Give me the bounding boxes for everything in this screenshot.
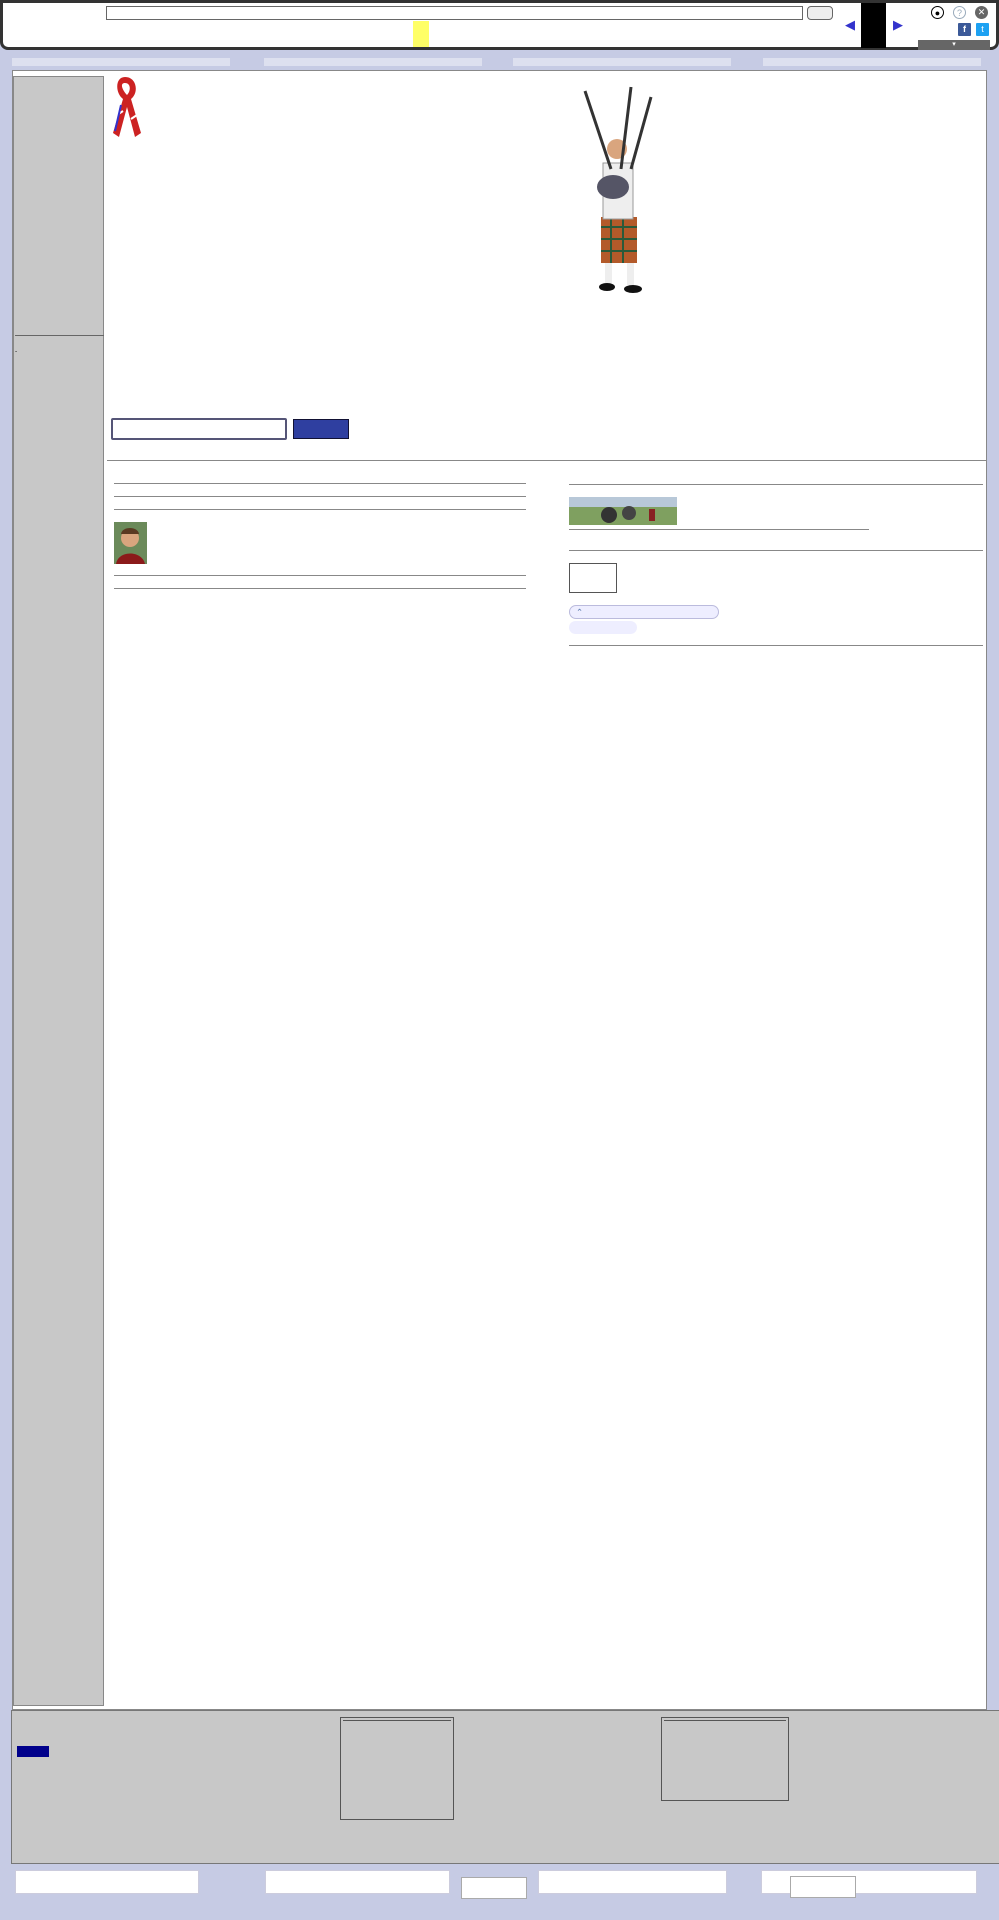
search-button[interactable]: [293, 419, 349, 439]
frame-strip: [265, 1870, 450, 1894]
wsow-section: [569, 563, 983, 593]
divider: [114, 509, 526, 510]
prev-arrow-icon[interactable]: ◀: [845, 17, 855, 32]
sidebar-menu: [14, 77, 103, 79]
frame-strip: [513, 58, 731, 66]
w3c-html-badge[interactable]: [790, 1876, 856, 1898]
frame-strip: [538, 1870, 727, 1894]
divider: [569, 529, 869, 530]
go-button[interactable]: [807, 6, 833, 20]
divider: [114, 575, 526, 576]
hit-counter[interactable]: [17, 1740, 49, 1758]
table-header: [664, 1720, 786, 1721]
season-select[interactable]: ⌃: [569, 605, 719, 619]
bob-avatar: [114, 522, 147, 564]
frame-strip: [763, 58, 981, 66]
frame-text: [16, 1877, 44, 1887]
table-header: [343, 1720, 451, 1721]
footer: [11, 1710, 999, 1864]
photo-row: [569, 497, 983, 525]
piper-figure: [461, 77, 711, 297]
divider: [107, 460, 987, 461]
frame-text: [539, 1877, 543, 1887]
right-column: [569, 472, 983, 654]
facebook-icon[interactable]: f: [958, 23, 971, 36]
divider: [15, 335, 104, 336]
twitter-icon[interactable]: t: [976, 23, 989, 36]
user-icon[interactable]: ●: [931, 6, 944, 19]
current-capture: [861, 3, 886, 48]
about-capture-button[interactable]: ▾: [918, 40, 990, 50]
close-icon[interactable]: ✕: [975, 6, 988, 19]
divider: [569, 550, 983, 551]
site-banner[interactable]: [461, 77, 711, 297]
divider: [114, 483, 526, 484]
sidebar: [13, 76, 104, 1706]
bob-section: [114, 522, 526, 564]
visit-counts-table: [340, 1717, 454, 1820]
divider: [114, 588, 526, 589]
divider: [114, 496, 526, 497]
wsow-badge[interactable]: [569, 563, 617, 593]
capture-sparkline[interactable]: [373, 21, 843, 47]
wayback-logo[interactable]: [9, 7, 99, 43]
directory-email: -: [15, 348, 18, 355]
help-icon[interactable]: ?: [953, 6, 966, 19]
next-arrow-icon[interactable]: ▶: [893, 17, 903, 32]
divider: [569, 645, 983, 646]
frame-text: [266, 1877, 290, 1887]
url-input[interactable]: [106, 6, 803, 20]
w3c-css-badge[interactable]: [461, 1877, 527, 1899]
frame-strip: [12, 58, 230, 66]
page-frame: [12, 70, 987, 1710]
search-input[interactable]: [111, 418, 287, 440]
frame-strip: [264, 58, 482, 66]
left-column: [114, 472, 526, 597]
divider: [569, 484, 983, 485]
click-to-visit-button[interactable]: [569, 621, 637, 634]
ribbon-icon: [111, 75, 143, 139]
photo-thumbnail[interactable]: [569, 497, 677, 525]
contents-list: [15, 328, 104, 358]
fun-numbers-table: [661, 1717, 789, 1801]
frame-strip: [15, 1870, 199, 1894]
wayback-toolbar: [0, 0, 999, 50]
